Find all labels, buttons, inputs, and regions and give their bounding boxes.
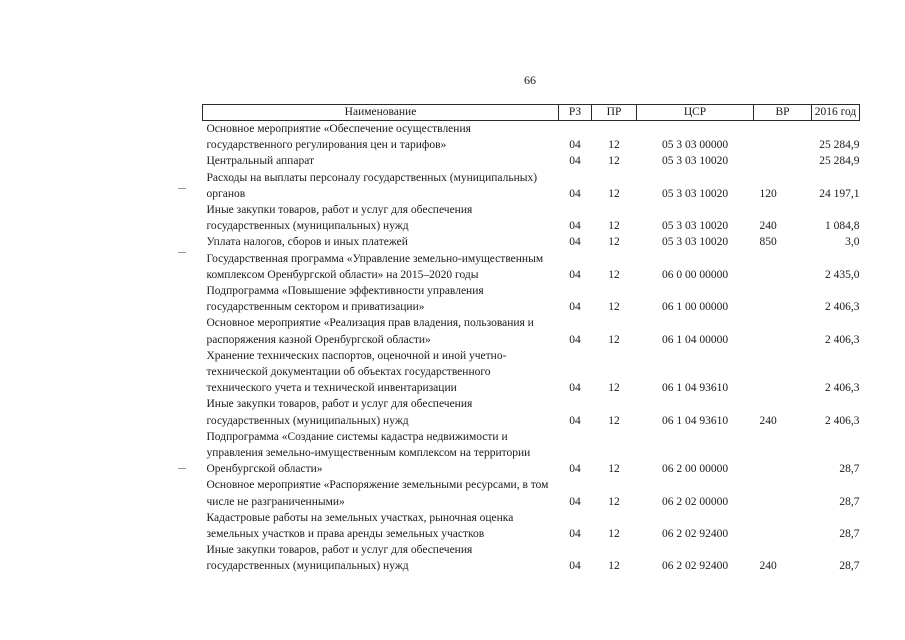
cell-rz: 04	[569, 139, 581, 152]
header-row	[203, 105, 860, 121]
cell-vr: 240	[759, 560, 777, 573]
cell-pr: 12	[608, 382, 620, 395]
cell-name: Государственная программа «Управление земельно-имущественным комплексом Оренбургской области» на 2015–2020 годы	[206, 252, 544, 281]
margin-mark	[178, 468, 186, 469]
header-name: Наименование	[203, 105, 559, 121]
cell-pr: 12	[608, 236, 620, 249]
cell-vr	[754, 510, 812, 542]
cell-amount: 28,7	[839, 528, 860, 541]
cell-name: Уплата налогов, сборов и иных платежей	[206, 236, 408, 249]
cell-vr	[754, 121, 812, 154]
table-row	[203, 153, 860, 169]
header-rz: РЗ	[559, 105, 592, 121]
cell-csr: 05 3 03 10020	[661, 187, 729, 200]
cell-amount: 28,7	[839, 463, 860, 476]
table-row	[203, 202, 860, 234]
cell-rz: 04	[569, 463, 581, 476]
table-row	[203, 396, 860, 428]
cell-amount: 2 406,3	[825, 301, 860, 314]
cell-amount: 3,0	[845, 236, 860, 249]
cell-vr	[754, 477, 812, 509]
cell-rz: 04	[569, 414, 581, 427]
cell-amount: 2 406,3	[825, 333, 860, 346]
table-row	[203, 542, 860, 574]
cell-pr: 12	[608, 414, 620, 427]
cell-rz: 04	[569, 301, 581, 314]
cell-rz: 04	[569, 155, 581, 168]
cell-vr: 240	[759, 414, 777, 427]
table-row	[203, 121, 860, 154]
header-year: 2016 год	[812, 105, 860, 121]
cell-vr	[754, 429, 812, 478]
cell-csr: 05 3 03 00000	[661, 139, 729, 152]
cell-csr: 06 2 02 00000	[661, 495, 729, 508]
cell-vr	[754, 153, 812, 169]
cell-csr: 05 3 03 10020	[661, 236, 729, 249]
cell-csr: 05 3 03 10020	[661, 220, 729, 233]
table-row	[203, 251, 860, 283]
table-row	[203, 429, 860, 478]
cell-pr: 12	[608, 333, 620, 346]
cell-csr: 05 3 03 10020	[661, 155, 729, 168]
cell-rz: 04	[569, 220, 581, 233]
cell-name: Кадастровые работы на земельных участках, рыночная оценка земельных участков и права аренды земельных участков	[206, 511, 514, 541]
margin-mark	[178, 252, 186, 253]
cell-rz: 04	[569, 333, 581, 346]
cell-name: Подпрограмма «Создание системы кадастра недвижимости и управления земельно-имущественным комплексом на территории Оренбургской области»	[206, 430, 531, 476]
cell-amount: 28,7	[839, 560, 860, 573]
table-row	[203, 170, 860, 202]
cell-name: Хранение технических паспортов, оценочной и иной учетно-технической документации об объектах государственного технического учета и технической инвентаризации	[206, 349, 507, 395]
cell-pr: 12	[608, 187, 620, 200]
cell-amount: 2 406,3	[825, 382, 860, 395]
cell-rz: 04	[569, 187, 581, 200]
table-row	[203, 348, 860, 397]
cell-vr	[754, 283, 812, 315]
budget-table	[202, 104, 860, 575]
cell-rz: 04	[569, 528, 581, 541]
cell-csr: 06 1 04 00000	[661, 333, 729, 346]
header-pr: ПР	[592, 105, 637, 121]
cell-name: Иные закупки товаров, работ и услуг для обеспечения государственных (муниципальных) нужд	[206, 544, 473, 573]
cell-name: Основное мероприятие «Обеспечение осуществления государственного регулирования цен и тарифов»	[206, 123, 471, 152]
cell-pr: 12	[608, 301, 620, 314]
cell-csr: 06 1 04 93610	[661, 382, 729, 395]
cell-pr: 12	[608, 139, 620, 152]
table-row	[203, 477, 860, 509]
cell-vr	[754, 315, 812, 347]
header-vr: ВР	[754, 105, 812, 121]
cell-pr: 12	[608, 268, 620, 281]
cell-vr	[754, 348, 812, 397]
cell-rz: 04	[569, 268, 581, 281]
cell-vr: 120	[759, 187, 777, 200]
table-row	[203, 234, 860, 250]
cell-vr: 850	[759, 236, 777, 249]
table-body	[203, 121, 860, 575]
cell-name: Основное мероприятие «Распоряжение земельными ресурсами, в том числе не разграниченными»	[206, 479, 549, 508]
cell-name: Центральный аппарат	[206, 155, 315, 168]
cell-amount: 1 084,8	[825, 220, 860, 233]
table-header	[203, 105, 860, 121]
page-number: 66	[524, 73, 536, 87]
cell-name: Расходы на выплаты персоналу государственных (муниципальных) органов	[206, 171, 538, 200]
cell-csr: 06 1 04 93610	[661, 414, 729, 427]
cell-rz: 04	[569, 495, 581, 508]
cell-amount: 24 197,1	[819, 187, 860, 200]
cell-csr: 06 0 00 00000	[661, 268, 729, 281]
cell-name: Иные закупки товаров, работ и услуг для обеспечения государственных (муниципальных) нужд	[206, 204, 473, 233]
cell-pr: 12	[608, 560, 620, 573]
cell-pr: 12	[608, 495, 620, 508]
cell-pr: 12	[608, 528, 620, 541]
cell-csr: 06 1 00 00000	[661, 301, 729, 314]
cell-amount: 2 435,0	[825, 268, 860, 281]
cell-name: Иные закупки товаров, работ и услуг для обеспечения государственных (муниципальных) нужд	[206, 398, 473, 427]
table-row	[203, 283, 860, 315]
cell-pr: 12	[608, 155, 620, 168]
cell-vr	[754, 251, 812, 283]
cell-amount: 25 284,9	[819, 155, 860, 168]
cell-csr: 06 2 00 00000	[661, 463, 729, 476]
margin-mark	[178, 188, 186, 189]
cell-csr: 06 2 02 92400	[661, 528, 729, 541]
cell-pr: 12	[608, 463, 620, 476]
cell-pr: 12	[608, 220, 620, 233]
cell-rz: 04	[569, 236, 581, 249]
cell-amount: 25 284,9	[819, 139, 860, 152]
cell-name: Подпрограмма «Повышение эффективности управления государственным сектором и приватизации»	[206, 285, 484, 314]
cell-rz: 04	[569, 560, 581, 573]
cell-csr: 06 2 02 92400	[661, 560, 729, 573]
cell-amount: 28,7	[839, 495, 860, 508]
table-row	[203, 510, 860, 542]
header-csr: ЦСР	[637, 105, 754, 121]
cell-name: Основное мероприятие «Реализация прав владения, пользования и распоряжения казной Оренбургской области»	[206, 317, 534, 346]
table-row	[203, 315, 860, 347]
cell-amount: 2 406,3	[825, 414, 860, 427]
cell-rz: 04	[569, 382, 581, 395]
cell-vr: 240	[759, 220, 777, 233]
